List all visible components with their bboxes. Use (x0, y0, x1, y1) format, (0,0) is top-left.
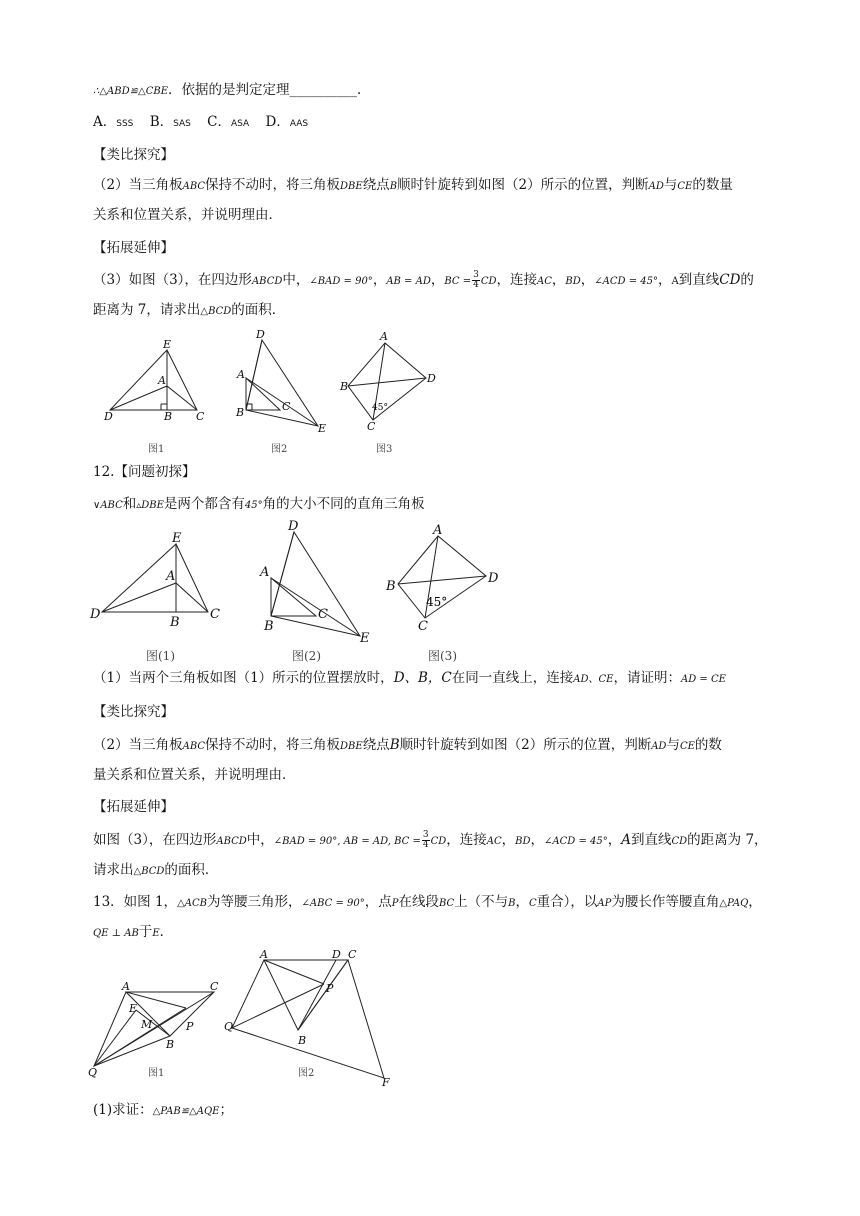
point-label: A (237, 368, 245, 381)
math-congruence: ∴△ABD≌△CBE (93, 86, 169, 97)
text-line (93, 1100, 233, 1122)
math: DBE (340, 741, 363, 752)
text: 保持不动时，将三角板 (205, 737, 341, 753)
option-b-label: B． (149, 114, 174, 130)
math: ABC (182, 741, 206, 752)
math: P (391, 898, 399, 909)
math: AD = CE (680, 674, 726, 685)
math: AB = AD (386, 276, 431, 287)
text: 中， (282, 272, 310, 288)
option-d-label: D． (265, 114, 290, 130)
text: ． (357, 82, 371, 98)
numerator: 3 (422, 830, 429, 840)
math: AP (597, 898, 612, 909)
section-heading: 【拓展延伸】 (93, 240, 174, 256)
text: 的数量 (692, 177, 733, 193)
point-label: P (186, 1020, 194, 1033)
figure-13-1 (94, 992, 214, 1066)
point-label: B (298, 1034, 307, 1047)
text: 与 (666, 737, 680, 753)
math: CE (677, 181, 693, 192)
figure-row-a (90, 328, 460, 458)
figure-row-c (86, 948, 416, 1088)
point-label: C (196, 410, 205, 423)
point-label: D (332, 948, 341, 961)
figure-caption: 图2 (298, 1068, 315, 1079)
text: 【问题初探】 (114, 464, 196, 480)
figure-caption: 图(2) (292, 649, 321, 663)
option-c-value: ASA (231, 119, 250, 129)
text: （2）当三角板 (93, 737, 183, 753)
point-label: C (348, 948, 357, 961)
math: A (671, 276, 679, 287)
point-label: C (282, 400, 291, 413)
section-heading: 【类比探究】 (93, 147, 174, 163)
point-label: C (210, 980, 219, 993)
point-label: B (166, 1038, 175, 1051)
denominator: 4 (422, 840, 429, 850)
math: A (621, 832, 631, 848)
text: ， (430, 272, 445, 288)
math: C (529, 898, 537, 909)
answer-blank: __________ (289, 82, 358, 98)
math: AD (648, 181, 664, 192)
text: 顺时针旋转到如图（2）所示的位置，判断 (397, 177, 649, 193)
text: 的 (740, 272, 754, 288)
math: BD (515, 836, 531, 847)
figure-row-b (88, 518, 518, 666)
figure-caption: 图3 (376, 444, 393, 455)
text: 到直线 (678, 272, 720, 288)
text: 绕点 (362, 737, 390, 753)
text: ，点 (364, 894, 392, 910)
text: 距离为 7，请求出 (93, 302, 201, 318)
option-b-value: SAS (173, 119, 191, 129)
text: 中， (246, 832, 274, 848)
point-label: Q (224, 1020, 234, 1033)
text: 为腰长作等腰直角 (611, 894, 720, 910)
math: ABCD (216, 836, 247, 847)
text: 上（不与 (454, 894, 509, 910)
figure-caption: 图(3) (428, 649, 457, 663)
text: 顺时针旋转到如图（2）所示的位置，判断 (399, 737, 652, 753)
point-label: B (386, 579, 396, 594)
text: 请求出 (93, 862, 134, 878)
point-label: A (433, 523, 443, 538)
point-label: Q (88, 1066, 98, 1079)
question-12-heading (93, 462, 195, 482)
text-line (93, 860, 218, 882)
figure-1-large (102, 544, 208, 612)
math: ▵DBE (136, 500, 164, 511)
text: ，连接 (446, 832, 487, 848)
options-line (93, 112, 308, 134)
math: △PAQ (719, 898, 749, 909)
text: ， (530, 832, 545, 848)
math: BC = (444, 276, 472, 287)
figure-caption: 图(1) (146, 649, 175, 663)
point-label: A (260, 948, 268, 961)
text: ， (658, 272, 672, 288)
figure-caption: 图1 (148, 1068, 165, 1079)
math: ∠ABC = 90° (301, 898, 365, 909)
math: QE ⊥ AB (93, 928, 139, 939)
point-label: A (158, 374, 166, 387)
text: 绕点 (362, 177, 390, 193)
math: ∠ACD = 45° (594, 276, 658, 287)
text: 的距离为 7， (687, 832, 768, 848)
math: ∠ACD = 45° (544, 836, 608, 847)
math: B (508, 898, 516, 909)
text-line: 关系和位置关系，并说明理由． (93, 207, 282, 223)
text: （3）如图（3），在四边形 (93, 272, 252, 288)
point-label: B (164, 410, 173, 423)
text: （1）当两个三角板如图（1）所示的位置摆放时， (93, 670, 394, 686)
angle-label: 45° (426, 595, 448, 609)
denominator: 4 (473, 280, 479, 290)
point-label: B (340, 380, 349, 393)
point-label: E (163, 338, 172, 351)
text-line (93, 830, 768, 852)
text: 为等腰三角形， (206, 894, 302, 910)
point-label: A (260, 565, 270, 580)
text: ， (501, 832, 516, 848)
math: AD、CE (573, 674, 614, 685)
text: 于 (138, 924, 153, 940)
point-label: E (318, 422, 327, 435)
figure-1-small (110, 350, 197, 410)
math: D、B，C (393, 670, 452, 686)
text: 在同一直线上，连接 (451, 670, 574, 686)
text: （2）当三角板 (93, 177, 183, 193)
text-line (93, 270, 754, 292)
math: CD (430, 836, 447, 847)
math: E (152, 928, 160, 939)
question-13-line (93, 892, 762, 914)
text: 是两个都含有 (163, 496, 245, 512)
angle-label: 45° (372, 403, 388, 413)
text: ， (607, 832, 622, 848)
text: ，请证明： (613, 670, 681, 686)
math: △ACB (177, 898, 207, 909)
fraction (422, 831, 430, 850)
math: △PAB≌△AQE (152, 1106, 220, 1117)
point-label: D (104, 410, 113, 423)
math: 45° (244, 500, 263, 511)
point-label: M (141, 1018, 153, 1031)
text: 保持不动时，将三角板 (205, 177, 341, 193)
text-line (93, 735, 722, 757)
text: ， (515, 894, 530, 910)
point-label: A (166, 569, 176, 584)
text: 在线段 (398, 894, 439, 910)
math: AD (651, 741, 667, 752)
text-line (93, 300, 285, 322)
section-heading: 【类比探究】 (93, 704, 174, 720)
text: 13．如图 1， (93, 894, 178, 910)
text: 重合），以 (536, 894, 598, 910)
math: CD (719, 272, 741, 288)
text: ， (748, 894, 762, 910)
text: 如图（3），在四边形 (93, 832, 217, 848)
text: ，连接 (496, 272, 538, 288)
text: 与 (663, 177, 678, 193)
math: △BCD (133, 866, 165, 877)
math: AC (486, 836, 502, 847)
math: ∠BAD = 90°, AB = AD, BC = (273, 836, 421, 847)
text-line (93, 922, 173, 944)
point-label: P (326, 982, 334, 995)
option-c-label: C． (207, 114, 231, 130)
question-number: 12. (93, 464, 115, 480)
point-label: C (210, 607, 220, 622)
text: 的面积． (164, 862, 219, 878)
text: ．依据的是判定定理 (168, 82, 290, 98)
figure-caption: 图1 (148, 444, 165, 455)
text-line (93, 494, 425, 516)
math: BC (438, 898, 455, 909)
text-line (93, 175, 733, 197)
point-label: E (129, 1002, 138, 1015)
text-line-1 (93, 80, 371, 102)
point-label: A (380, 330, 388, 343)
math: BD (565, 276, 581, 287)
point-label: D (488, 571, 499, 586)
math: CD (480, 276, 497, 287)
point-label: B (236, 406, 245, 419)
text: 到直线 (631, 832, 672, 848)
text-line: 量关系和位置关系，并说明理由． (93, 767, 296, 783)
figure-caption: 图2 (271, 444, 288, 455)
option-a-label: A． (93, 114, 117, 130)
math: ABCD (251, 276, 283, 287)
point-label: B (264, 619, 274, 634)
point-label: C (367, 420, 376, 433)
figure-2-small (246, 340, 318, 426)
math: ∨ABC (93, 500, 123, 511)
math: CD (671, 836, 688, 847)
text: 的数 (694, 737, 722, 753)
figure-13-2 (232, 960, 384, 1078)
option-a-value: SSS (116, 119, 134, 129)
point-label: F (382, 1076, 390, 1088)
math: DBE (340, 181, 363, 192)
text: (1)求证： (93, 1102, 153, 1118)
section-heading: 【拓展延伸】 (93, 799, 174, 815)
point-label: D (427, 372, 436, 385)
math: B (389, 181, 398, 192)
numerator: 3 (473, 270, 479, 280)
math: ABC (182, 181, 206, 192)
math: B (389, 737, 400, 753)
point-label: B (170, 615, 180, 630)
math: ∠BAD = 90° (309, 276, 373, 287)
point-label: C (318, 607, 328, 622)
text: ， (580, 272, 595, 288)
point-label: D (256, 328, 265, 341)
option-d-value: AAS (289, 119, 309, 129)
math: AC (537, 276, 552, 287)
point-label: C (418, 619, 428, 634)
figure-2-large (271, 532, 360, 636)
text: 的面积． (231, 302, 286, 318)
point-label: E (172, 531, 182, 546)
text: ． (159, 924, 174, 940)
text: ， (551, 272, 566, 288)
point-label: D (90, 607, 101, 622)
point-label: A (122, 980, 130, 993)
text: ， (372, 272, 387, 288)
fraction (472, 271, 480, 290)
text: 角的大小不同的直角三角板 (262, 496, 425, 512)
text: 和 (122, 496, 137, 512)
math: CE (679, 741, 695, 752)
math: △BCD (200, 306, 232, 317)
text: ； (219, 1102, 233, 1118)
text-line (93, 668, 726, 690)
point-label: E (360, 631, 370, 646)
point-label: D (288, 519, 299, 534)
